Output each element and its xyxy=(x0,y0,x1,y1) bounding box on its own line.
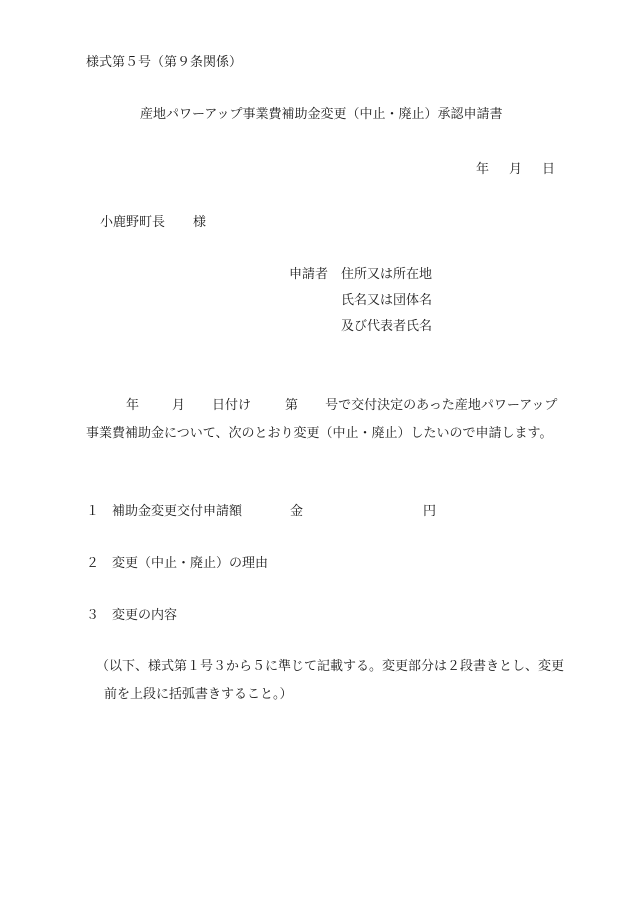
item-reason xyxy=(86,557,268,570)
body-text-line-1 xyxy=(126,399,557,412)
applicant-label: 申請者 xyxy=(289,267,329,282)
item-label: 変更の内容 xyxy=(112,608,178,623)
form-number: 様式第５号（第９条関係） xyxy=(86,55,243,70)
document-title: 産地パワーアップ事業費補助金変更（中止・廃止）承認申請書 xyxy=(140,107,503,122)
date-line xyxy=(476,163,555,176)
applicant-name-label: 氏名又は団体名 xyxy=(341,293,433,308)
addressee xyxy=(100,216,206,229)
item-label: 補助金変更交付申請額 xyxy=(112,504,243,519)
item-label: 変更（中止・廃止）の理由 xyxy=(112,556,269,571)
body-line1-rest: 号で交付決定のあった産地パワーアップ xyxy=(325,398,558,413)
amount-unit: 円 xyxy=(423,504,437,519)
note-line-1: （以下、様式第１号３から５に準じて記載する。変更部分は２段書きとし、変更 xyxy=(96,659,565,674)
body-year-label: 年 xyxy=(126,398,140,413)
date-month-label: 月 xyxy=(509,162,523,177)
addressee-name: 小鹿野町長 xyxy=(100,215,166,230)
item-number: １ xyxy=(86,504,100,519)
note-line-2: 前を上段に括弧書きすること。） xyxy=(104,687,293,702)
item-number: ２ xyxy=(86,556,100,571)
body-number-prefix: 第 xyxy=(285,398,299,413)
item-amount xyxy=(86,504,437,519)
applicant-representative-label: 及び代表者氏名 xyxy=(341,319,433,334)
item-number: ３ xyxy=(86,608,100,623)
applicant-address-label: 住所又は所在地 xyxy=(341,267,433,282)
amount-label: 金 xyxy=(290,504,304,519)
date-year-label: 年 xyxy=(476,162,490,177)
addressee-honorific: 様 xyxy=(193,215,207,230)
body-dated-label: 日付け xyxy=(212,398,252,413)
item-content xyxy=(86,609,177,622)
body-month-label: 月 xyxy=(172,398,186,413)
date-day-label: 日 xyxy=(542,162,556,177)
body-text-line-2: 事業費補助金について、次のとおり変更（中止・廃止）したいので申請します。 xyxy=(86,426,553,441)
